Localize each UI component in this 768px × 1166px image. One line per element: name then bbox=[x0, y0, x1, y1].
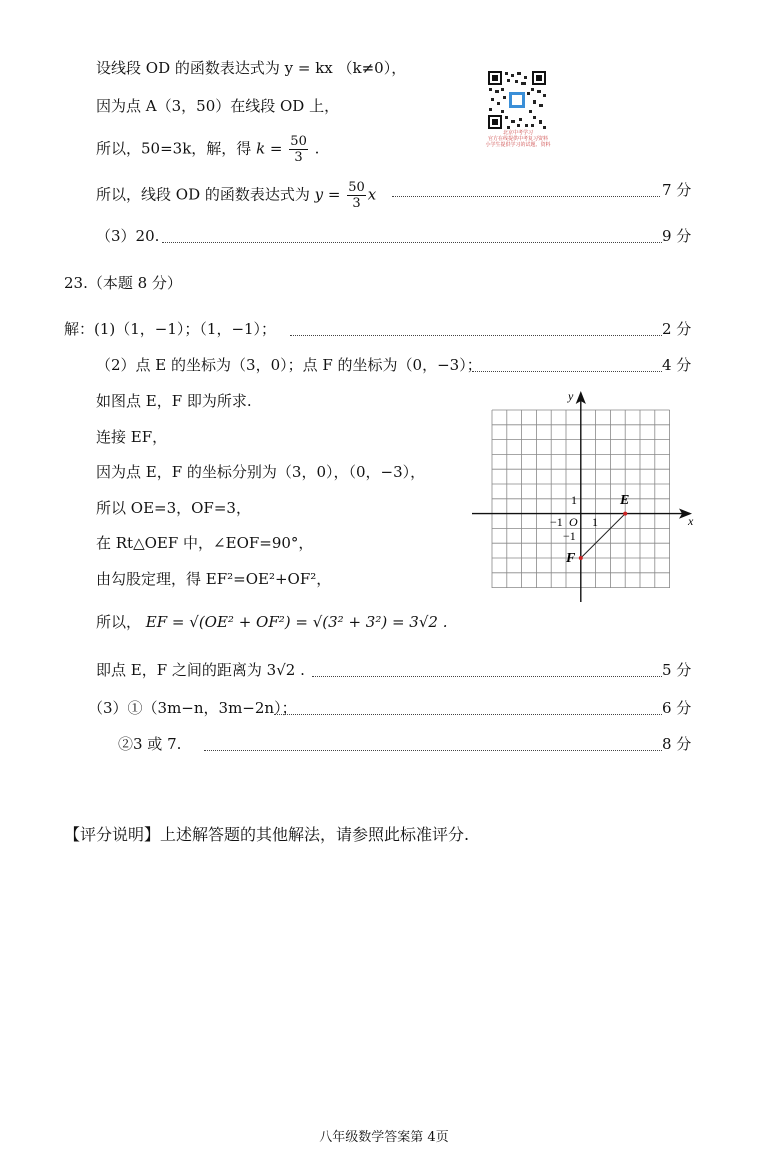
score-8: 8 分 bbox=[662, 735, 692, 753]
line-coordinates: 因为点 E，F 的坐标分别为（3，0），（0，−3）， bbox=[96, 463, 426, 481]
line-od-expression: 设线段 OD 的函数表达式为 y = kx （k≠0）， bbox=[96, 59, 407, 77]
tick-label-y-1: 1 bbox=[571, 493, 577, 507]
line-od-final bbox=[96, 180, 376, 211]
answer-part1: 解：(1)（1，−1）；（1，−1）； bbox=[64, 320, 277, 338]
score-4: 4 分 bbox=[662, 356, 692, 374]
score-7: 7 分 bbox=[662, 181, 692, 199]
k-equals: k = bbox=[256, 139, 283, 158]
point-e-marker bbox=[623, 512, 627, 516]
fraction-k-den: 3 bbox=[294, 150, 303, 165]
leader-dots bbox=[290, 321, 662, 336]
tick-label-y-neg1: −1 bbox=[563, 529, 576, 543]
solve-k-text: 所以，50=3k，解，得 bbox=[96, 139, 252, 158]
x-var: x bbox=[367, 185, 377, 204]
line-part3-answer: （3）20. bbox=[96, 227, 160, 245]
line-distance: 即点 E，F 之间的距离为 3√2 . bbox=[96, 661, 305, 679]
leader-dots bbox=[312, 662, 662, 677]
answer-part3-2: ②3 或 7. bbox=[118, 735, 182, 753]
page-footer: 八年级数学答案第 4页 bbox=[319, 1130, 449, 1145]
fraction-od-den: 3 bbox=[352, 196, 361, 211]
od-final-text: 所以，线段 OD 的函数表达式为 bbox=[96, 185, 310, 204]
ef-equation: EF = √(OE² + OF²) = √(3² + 3²) = 3√2 . bbox=[145, 613, 448, 631]
line-connect-ef: 连接 EF， bbox=[96, 428, 168, 446]
y-equals: y = bbox=[314, 185, 341, 204]
qr-caption-2: 官方在线提供中考复习资料 bbox=[487, 136, 548, 142]
ef-result-prefix: 所以， bbox=[96, 613, 142, 631]
line-points-shown: 如图点 E，F 即为所求. bbox=[96, 392, 252, 410]
qr-caption-3: 小学生提供学习的试题、资料 bbox=[485, 142, 551, 148]
line-oe-of: 所以 OE=3，OF=3， bbox=[96, 499, 251, 517]
fraction-k bbox=[289, 134, 308, 165]
point-f-marker bbox=[579, 556, 583, 560]
y-axis-label: y bbox=[568, 389, 574, 403]
leader-dots bbox=[392, 182, 660, 197]
score-6: 6 分 bbox=[662, 699, 692, 717]
answer-part3-1: （3）①（3m−n，3m−2n）； bbox=[88, 699, 297, 717]
score-2: 2 分 bbox=[662, 320, 692, 338]
grading-note: 【评分说明】上述解答题的其他解法，请参照此标准评分. bbox=[64, 825, 470, 844]
line-ef-result bbox=[96, 612, 447, 632]
question-23-heading: 23.（本题 8 分） bbox=[64, 274, 182, 292]
tick-label-x-1: 1 bbox=[592, 515, 598, 529]
line-point-a: 因为点 A（3，50）在线段 OD 上， bbox=[96, 97, 340, 115]
qr-caption bbox=[478, 130, 558, 148]
qr-caption-1: 北京中考学习 bbox=[502, 130, 533, 136]
x-axis-label: x bbox=[688, 514, 694, 528]
line-right-triangle: 在 Rt△OEF 中，∠EOF=90°， bbox=[96, 534, 314, 552]
qr-code-image bbox=[487, 70, 547, 130]
segment-ef bbox=[581, 514, 625, 558]
fraction-k-num: 50 bbox=[290, 134, 307, 149]
leader-dots bbox=[472, 357, 662, 372]
line-pythagoras: 由勾股定理，得 EF²=OE²+OF²， bbox=[96, 570, 332, 588]
tick-label-x-neg1: −1 bbox=[550, 515, 563, 529]
score-5: 5 分 bbox=[662, 661, 692, 679]
origin-label: O bbox=[569, 515, 578, 529]
point-e-label: E bbox=[620, 493, 630, 508]
fraction-od-num: 50 bbox=[348, 180, 365, 195]
answer-part2: （2）点 E 的坐标为（3，0）；点 F 的坐标为（0，−3）； bbox=[96, 356, 482, 374]
point-f-label: F bbox=[566, 551, 576, 566]
leader-dots bbox=[162, 228, 662, 243]
coordinate-grid-figure bbox=[470, 388, 700, 608]
line-solve-k: 所以，50=3k，解，得 k = $\frac{50}{3}$ . bbox=[96, 134, 320, 165]
score-9: 9 分 bbox=[662, 227, 692, 245]
fraction-od bbox=[347, 180, 366, 211]
leader-dots bbox=[274, 700, 662, 715]
leader-dots bbox=[204, 736, 662, 751]
